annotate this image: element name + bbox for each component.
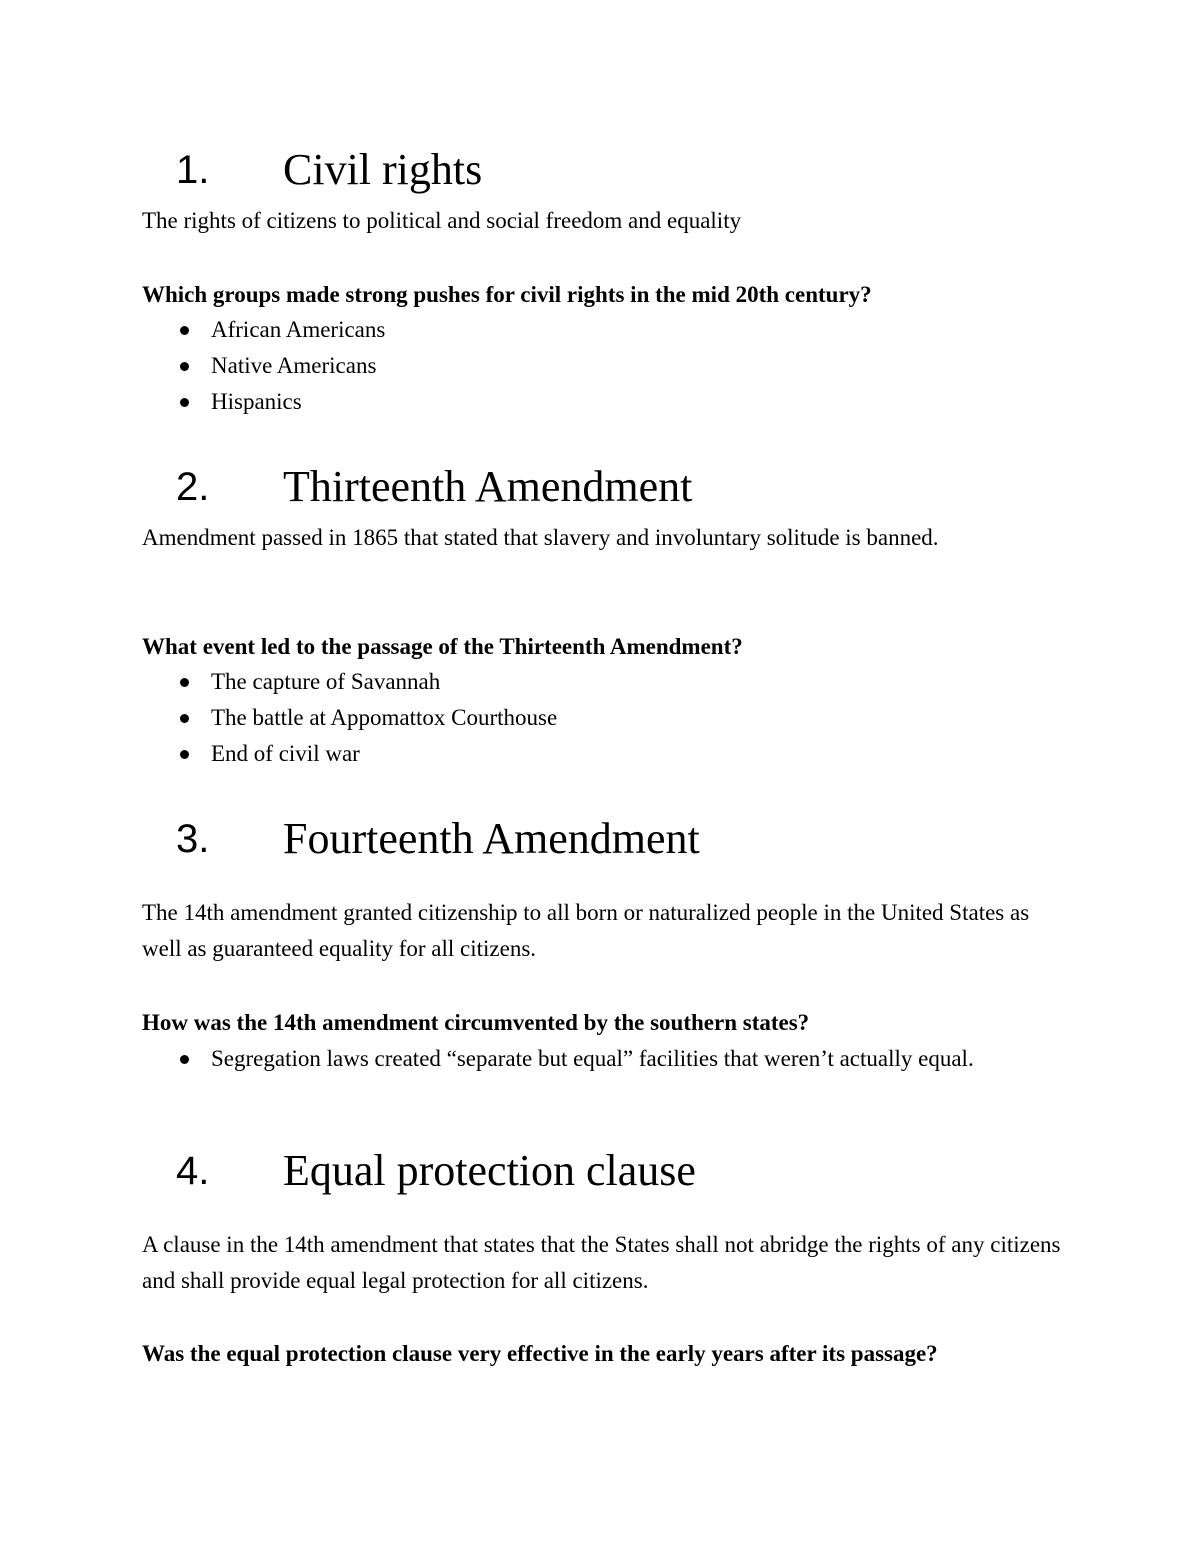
list-item — [0, 384, 1061, 420]
bullet-text: The capture of Savannah — [211, 669, 441, 694]
bullet-icon — [180, 678, 189, 687]
bullet-text: Segregation laws created “separate but equal” facilities that weren’t actually equal. — [211, 1046, 974, 1071]
list-item — [0, 1041, 1061, 1077]
section-3-bullet-list — [0, 1041, 1200, 1077]
section-1-definition: The rights of citizens to political and social freedom and equality — [142, 208, 742, 233]
list-item — [0, 700, 1061, 736]
section-2-bullet-list — [0, 664, 1200, 772]
bullet-icon — [180, 398, 189, 407]
list-item — [0, 664, 1061, 700]
list-item — [0, 312, 1061, 348]
bullet-text: The battle at Appomattox Courthouse — [211, 705, 558, 730]
section-2-question: What event led to the passage of the Thirteenth Amendment? — [142, 634, 743, 659]
section-4-number: 4. — [176, 1149, 210, 1193]
bullet-text: Native Americans — [211, 353, 377, 378]
section-4-question: Was the equal protection clause very effective in the early years after its passage? — [142, 1341, 938, 1366]
bullet-icon — [180, 714, 189, 723]
section-2-number: 2. — [176, 465, 210, 509]
bullet-text: Hispanics — [211, 389, 302, 414]
bullet-text: End of civil war — [211, 741, 360, 766]
section-1-question: Which groups made strong pushes for civil rights in the mid 20th century? — [142, 282, 872, 307]
bullet-icon — [180, 326, 189, 335]
list-item — [0, 736, 1061, 772]
section-2-definition: Amendment passed in 1865 that stated that slavery and involuntary solitude is banned. — [142, 525, 939, 550]
section-1-number: 1. — [176, 148, 210, 192]
section-1-title: Civil rights — [283, 145, 483, 194]
section-4-definition: A clause in the 14th amendment that states that the States shall not abridge the rights of any citizens and shall provide equal legal protection for all citizens. — [142, 1232, 1061, 1293]
section-4-title: Equal protection clause — [283, 1146, 696, 1195]
section-1-bullet-list — [0, 312, 1200, 420]
section-3-title: Fourteenth Amendment — [283, 814, 700, 863]
bullet-icon — [180, 750, 189, 759]
section-3-number: 3. — [176, 817, 210, 861]
list-item — [0, 348, 1061, 384]
section-3-question: How was the 14th amendment circumvented by the southern states? — [142, 1010, 810, 1035]
bullet-icon — [180, 1055, 189, 1064]
bullet-text: African Americans — [211, 317, 386, 342]
section-3-definition: The 14th amendment granted citizenship to all born or naturalized people in the United States as well as guaranteed equality for all citizens. — [142, 900, 1030, 961]
section-2-title: Thirteenth Amendment — [283, 462, 693, 511]
bullet-icon — [180, 362, 189, 371]
